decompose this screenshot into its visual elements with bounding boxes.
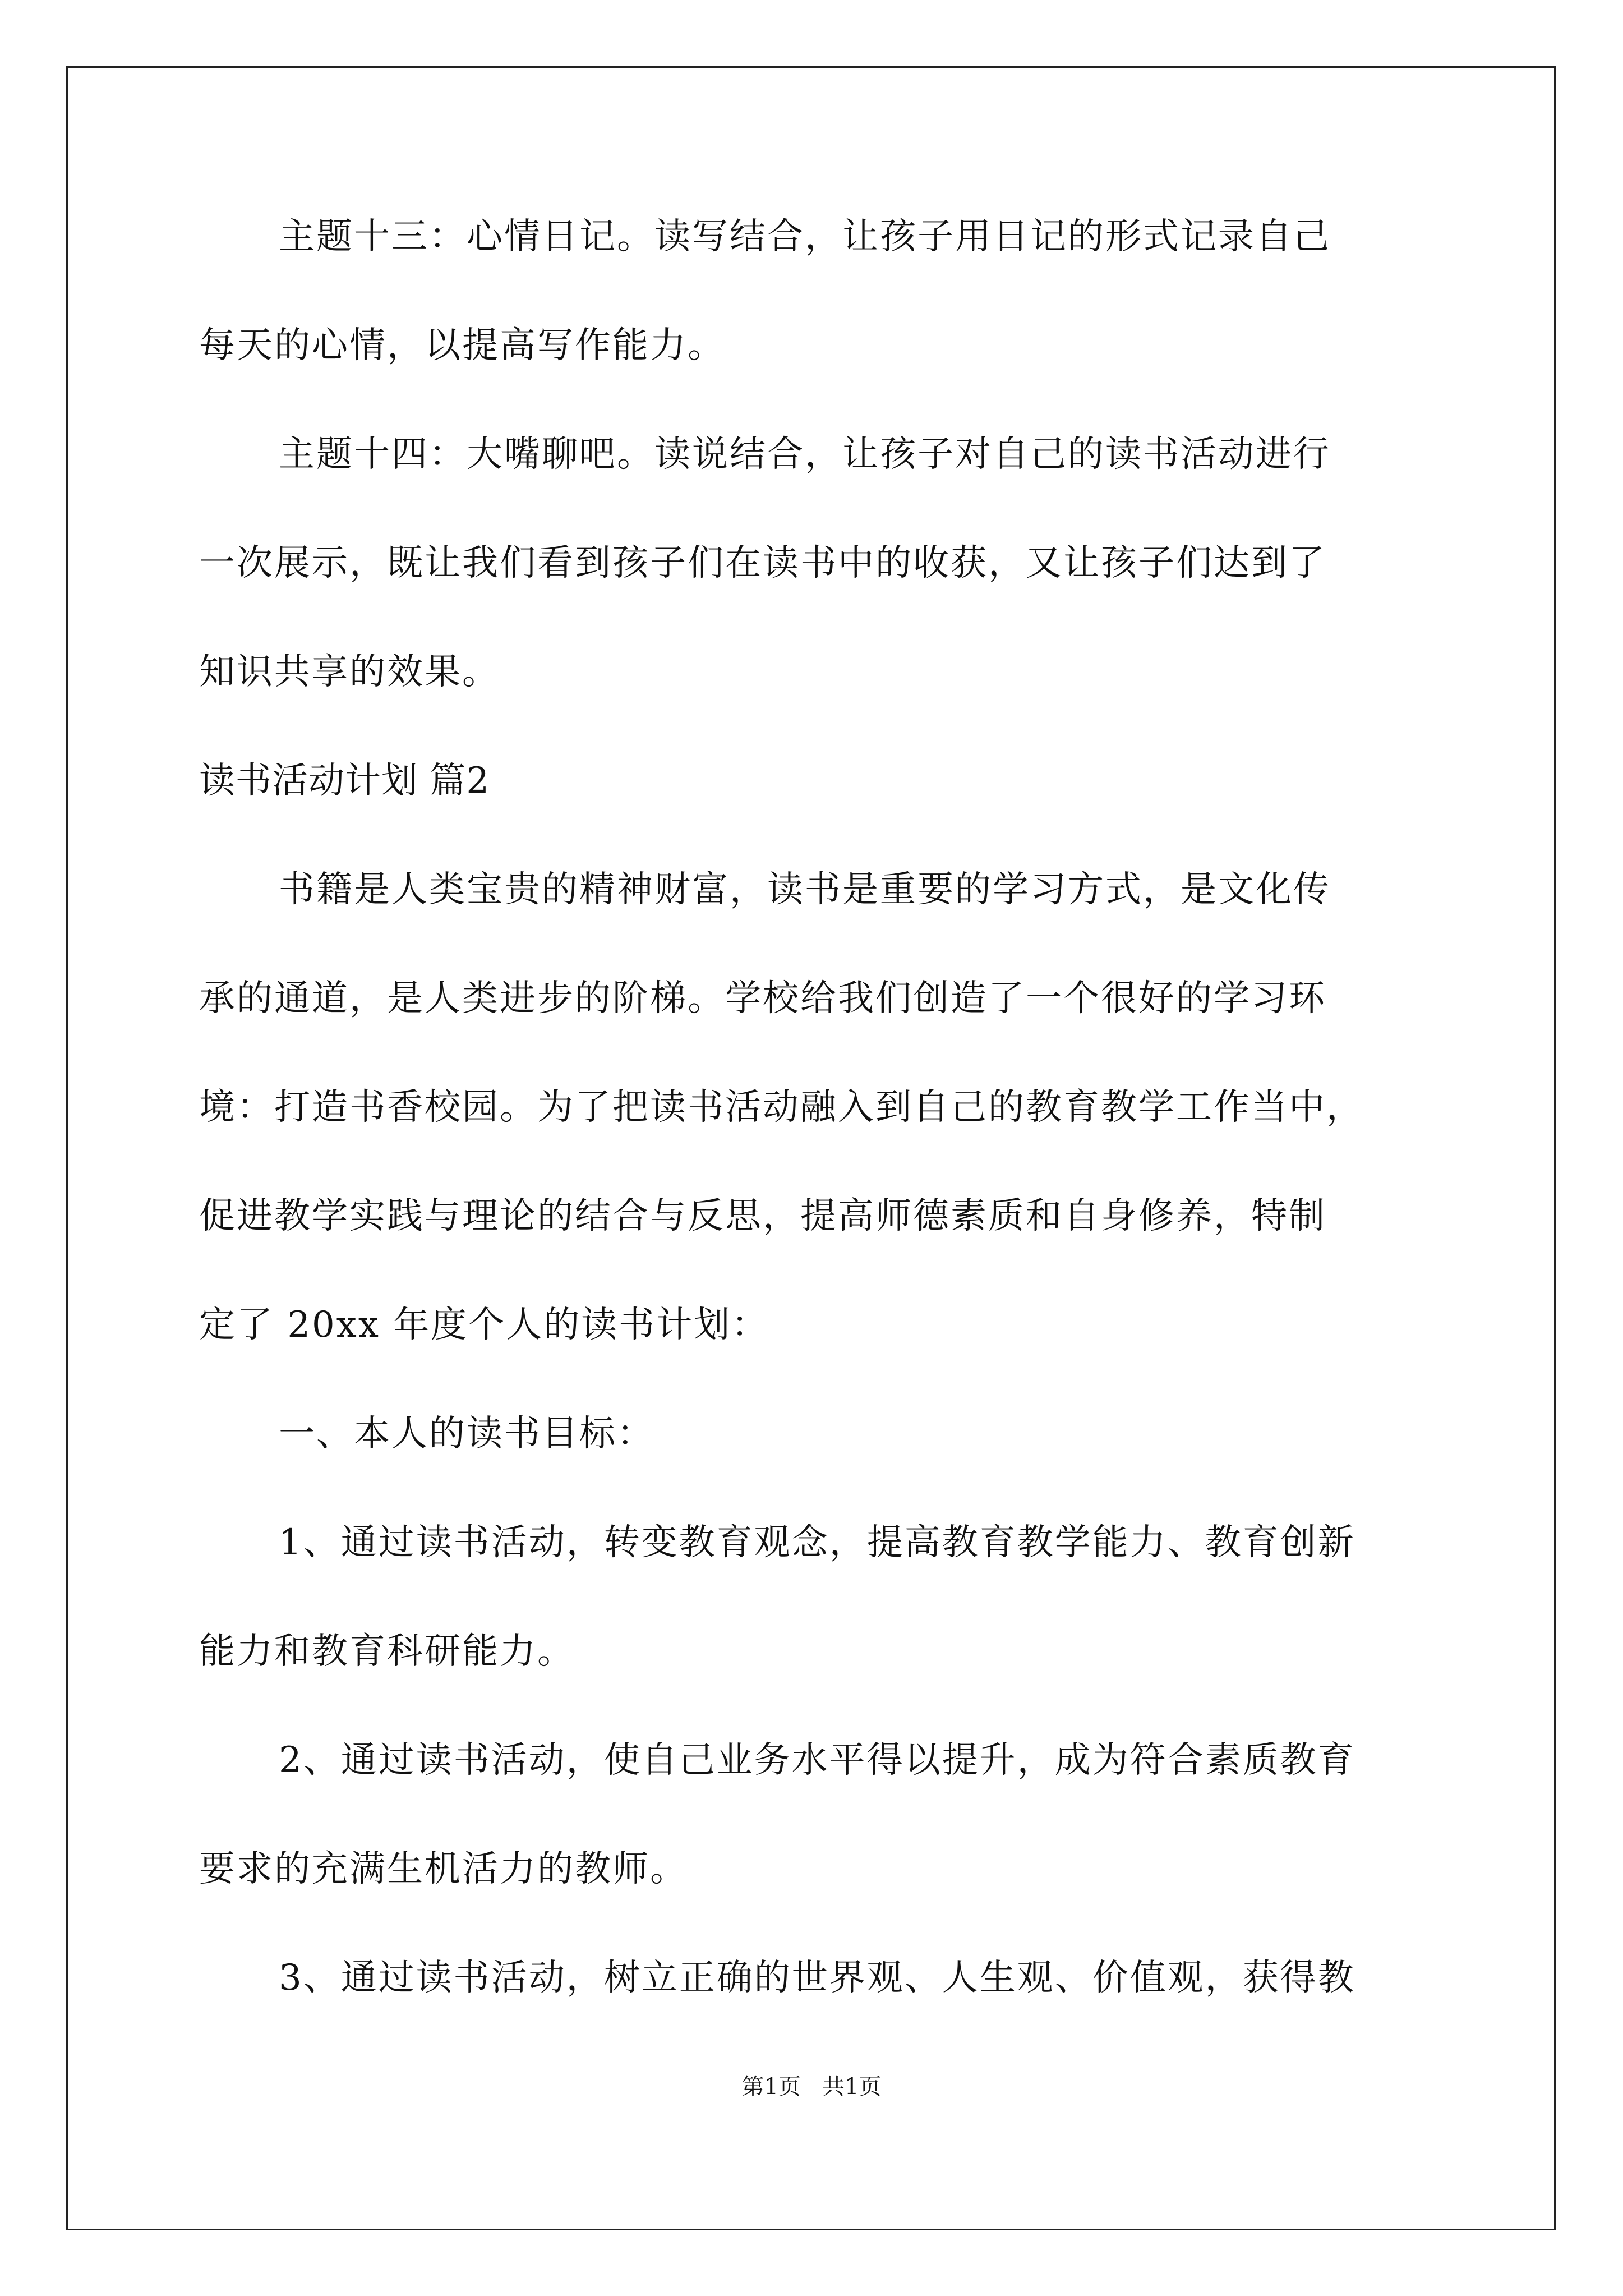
list-item-line: 能力和教育科研能力。 [199, 1631, 575, 1672]
paragraph-line: 一次展示，既让我们看到孩子们在读书中的收获，又让孩子们达到了 [199, 542, 1326, 584]
document-body [199, 216, 1433, 2069]
section-heading: 读书活动计划 篇2 [199, 760, 490, 802]
paragraph-line: 促进教学实践与理论的结合与反思，提高师德素质和自身修养，特制 [199, 1195, 1326, 1237]
list-item-line: 3、通过读书活动，树立正确的世界观、人生观、价值观，获得教 [279, 1957, 1355, 1999]
list-item-line: 要求的充满生机活力的教师。 [199, 1848, 688, 1890]
paragraph-line: 承的通道，是人类进步的阶梯。学校给我们创造了一个很好的学习环 [199, 978, 1326, 1019]
paragraph-line: 主题十四：大嘴聊吧。读说结合，让孩子对自己的读书活动进行 [279, 434, 1331, 475]
paragraph-line: 每天的心情，以提高写作能力。 [199, 325, 725, 366]
list-item-line: 2、通过读书活动，使自己业务水平得以提升，成为符合素质教育 [279, 1740, 1355, 1781]
paragraph-line: 境：打造书香校园。为了把读书活动融入到自己的教育教学工作当中， [199, 1087, 1364, 1128]
paragraph-line: 书籍是人类宝贵的精神财富，读书是重要的学习方式，是文化传 [279, 869, 1331, 910]
list-heading: 一、本人的读书目标： [279, 1413, 654, 1455]
list-item-line: 1、通过读书活动，转变教育观念，提高教育教学能力、教育创新 [279, 1522, 1355, 1563]
paragraph-line: 知识共享的效果。 [199, 651, 500, 693]
paragraph-line: 定了 20xx 年度个人的读书计划： [199, 1304, 769, 1346]
paragraph-line: 主题十三：心情日记。读写结合，让孩子用日记的形式记录自己 [279, 216, 1331, 257]
page-footer: 第1页 共1页 [741, 2074, 882, 2100]
